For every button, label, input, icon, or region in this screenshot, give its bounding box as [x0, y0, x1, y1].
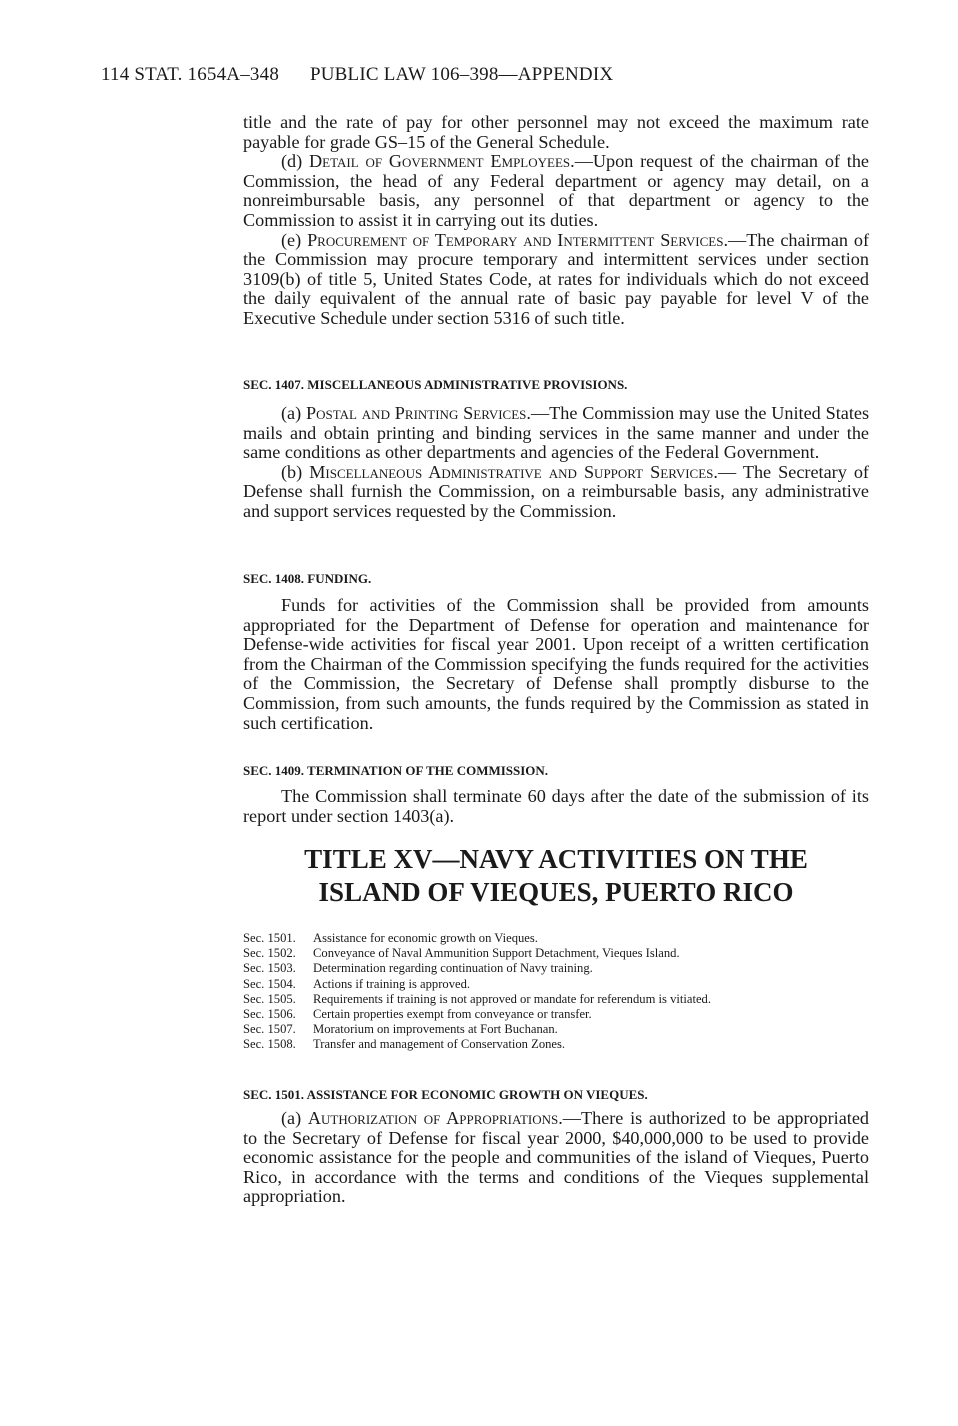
- section-1408-heading: SEC. 1408. FUNDING.: [243, 571, 372, 586]
- paragraph-e: (e) Procurement of Temporary and Intermittent Services.—The chairman of the Commission may procure temporary and intermittent services under section 3109(b) of title 5, United States Code, at rates for individuals which do not exceed the daily equivalent of the annual rate of basic pay payable for level V of the Executive Schedule under section 5316 of such title.: [243, 229, 870, 328]
- section-1501-body: [243, 1109, 869, 1207]
- toc-section-title: Requirements if training is not approved or mandate for referendum is vitiated.: [313, 991, 711, 1006]
- paragraph-e-heading: Procurement of Temporary and Intermittent Services.: [307, 229, 728, 250]
- toc-section-title: Determination regarding continuation of Navy training.: [313, 961, 593, 976]
- paragraph-1409: The Commission shall terminate 60 days after the date of the submission of its report under section 1403(a).: [243, 786, 869, 826]
- section-1409-body: [243, 787, 869, 826]
- paragraph-1407-a-heading: Postal and Printing Services.: [306, 403, 531, 423]
- toc-section-title: Certain properties exempt from conveyance or transfer.: [313, 1007, 592, 1022]
- toc-section-number: Sec. 1508.: [243, 1037, 296, 1052]
- paragraph-d: (d) Detail of Government Employees.—Upon request of the chairman of the Commission, the head of any Federal department or agency may detail, on a nonreimbursable basis, any personnel of that department or agency to the Commission to assist it in carrying out its duties.: [243, 151, 869, 230]
- toc-row: [243, 1037, 869, 1052]
- toc-section-number: Sec. 1503.: [243, 961, 296, 976]
- running-header: [101, 64, 613, 86]
- section-1407-heading: SEC. 1407. MISCELLANEOUS ADMINISTRATIVE PROVISIONS.: [243, 377, 628, 392]
- toc-row: [243, 946, 869, 961]
- section-1409-heading: SEC. 1409. TERMINATION OF THE COMMISSION.: [243, 763, 549, 778]
- paragraph-1407-a: (a) Postal and Printing Services.—The Commission may use the United States mails and obtain printing and binding services in the same manner and under the same conditions as other departments and agencies of the Federal Government.: [243, 403, 870, 463]
- paragraph-1408: Funds for activities of the Commission shall be provided from amounts appropriated for the Department of Defense for operation and maintenance for Defense-wide activities for fiscal year 2001. Upon receipt of a written certification from the Chairman of the Commission specifying the funds required for the activities of the Commission, the Secretary of Defense shall promptly disburse to the Commission, from such amounts, the funds required by the Commission as stated in such certification.: [243, 595, 869, 733]
- toc-section-number: Sec. 1501.: [243, 931, 296, 945]
- toc-section-number: Sec. 1506.: [243, 1007, 296, 1022]
- toc-row: [243, 1007, 869, 1022]
- paragraph-1407-b: (b) Miscellaneous Administrative and Support Services.— The Secretary of Defense shall furnish the Commission, on a reimbursable basis, any administrative and support services requested by the Commission.: [243, 461, 869, 521]
- toc-row: [243, 977, 869, 992]
- toc-section-title: Conveyance of Naval Ammunition Support Detachment, Vieques Island.: [313, 946, 680, 961]
- toc-section-title: Moratorium on improvements at Fort Buchanan.: [313, 1022, 558, 1037]
- toc-section-number: Sec. 1505.: [243, 991, 296, 1006]
- toc-section-title: Transfer and management of Conservation Zones.: [313, 1037, 566, 1052]
- section-1501-heading: SEC. 1501. ASSISTANCE FOR ECONOMIC GROWTH ON VIEQUES.: [243, 1087, 648, 1102]
- paragraph-d-heading: Detail of Government Employees.: [309, 151, 575, 172]
- statute-citation: 114 STAT. 1654A–348: [101, 64, 280, 85]
- toc-section-title: Assistance for economic growth on Vieques.: [313, 931, 538, 945]
- toc-row: [243, 931, 869, 946]
- law-title: PUBLIC LAW 106–398—APPENDIX: [309, 64, 614, 85]
- toc-section-number: Sec. 1504.: [243, 976, 296, 991]
- section-1408-body: [243, 596, 869, 733]
- toc-row: [243, 961, 869, 976]
- toc-section-title: Actions if training is approved.: [313, 976, 471, 991]
- table-of-contents: [243, 931, 869, 1053]
- toc-section-number: Sec. 1507.: [243, 1022, 296, 1037]
- commission-staff-text: [243, 113, 869, 329]
- toc-section-number: Sec. 1502.: [243, 946, 296, 961]
- paragraph-1501-a-heading: Authorization of Appropriations.: [307, 1108, 563, 1128]
- paragraph-1501-a: (a) Authorization of Appropriations.—There is authorized to be appropriated to the Secretary of Defense for fiscal year 2000, $40,000,000 to be used to provide economic assistance for the people and communities of the island of Vieques, Puerto Rico, in accordance with the terms and conditions of the Vieques supplemental appropriation.: [243, 1108, 869, 1207]
- toc-row: [243, 992, 869, 1007]
- title-line-1: TITLE XV—NAVY ACTIVITIES ON THE: [304, 844, 808, 874]
- paragraph-continuation: title and the rate of pay for other personnel may not exceed the maximum rate payable for grade GS–15 of the General Schedule.: [243, 112, 869, 152]
- paragraph-1407-b-heading: Miscellaneous Administrative and Support Services.: [309, 461, 718, 482]
- toc-row: [243, 1022, 869, 1037]
- title-line-2: ISLAND OF VIEQUES, PUERTO RICO: [318, 877, 794, 907]
- section-1407-body: [243, 404, 869, 522]
- title-xv-heading: [243, 843, 869, 909]
